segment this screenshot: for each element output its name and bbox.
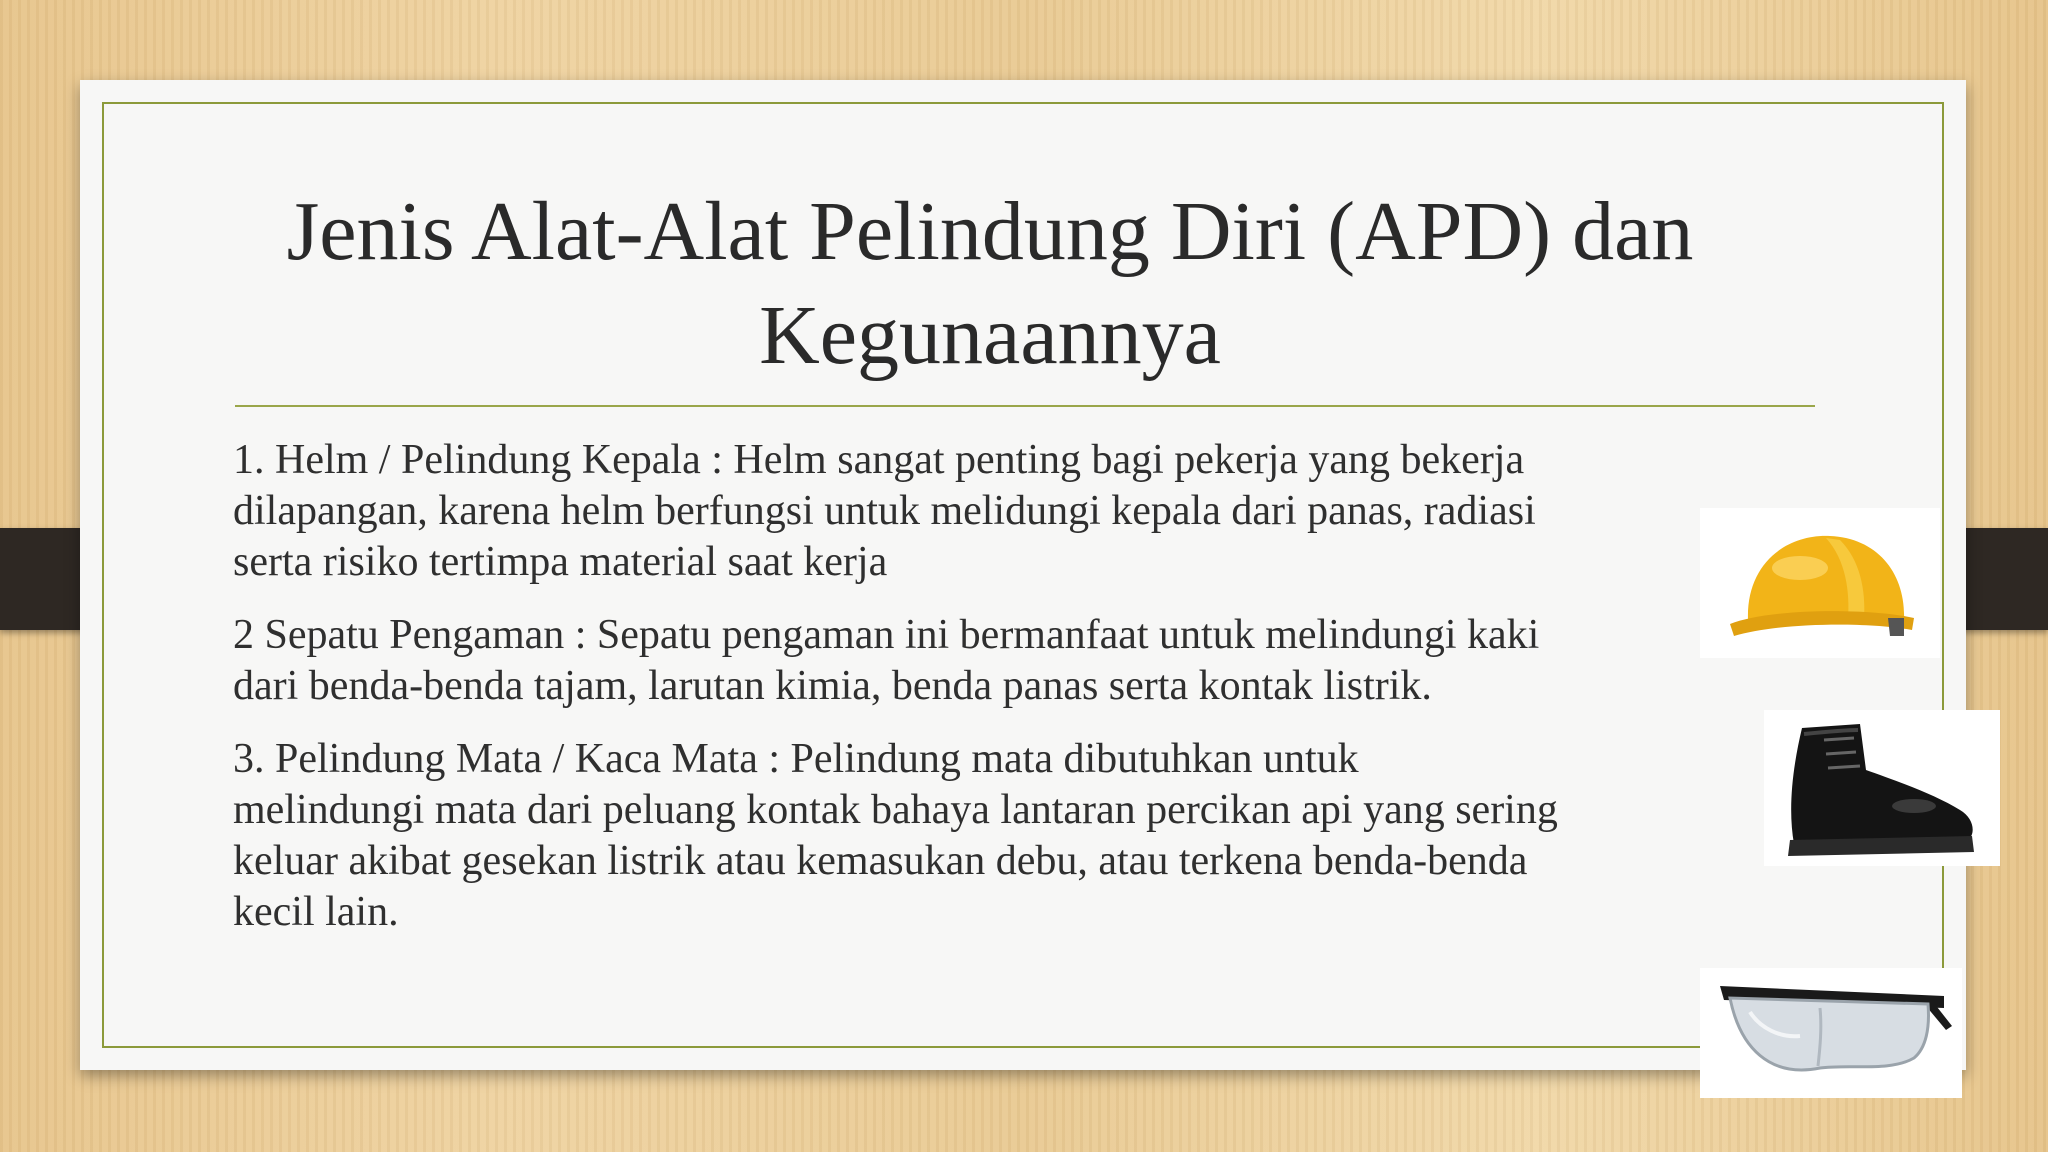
item-line: melindungi mata dari peluang kontak bahaya lantaran percikan api yang sering	[233, 787, 1558, 833]
title-line-1: Jenis Alat-Alat Pelindung Diri (APD) dan	[286, 185, 1694, 278]
item-line: serta risiko tertimpa material saat kerja	[233, 539, 888, 585]
safety-glasses-image	[1700, 968, 1962, 1098]
item-list	[233, 435, 1733, 960]
item-line: 2 Sepatu Pengaman : Sepatu pengaman ini bermanfaat untuk melindungi kaki	[233, 612, 1540, 658]
title-divider	[235, 405, 1815, 407]
boot-icon	[1764, 710, 2000, 866]
item-line: 1. Helm / Pelindung Kepala : Helm sangat penting bagi pekerja yang bekerja	[233, 437, 1525, 483]
item-line: dari benda-benda tajam, larutan kimia, benda panas serta kontak listrik.	[233, 663, 1432, 709]
item-eye-protection	[233, 734, 1733, 938]
title-line-2: Kegunaannya	[759, 289, 1221, 382]
slide-title	[240, 180, 1740, 388]
item-line: 3. Pelindung Mata / Kaca Mata : Pelindung mata dibutuhkan untuk	[233, 736, 1359, 782]
helmet-icon	[1700, 508, 1940, 658]
item-line: keluar akibat gesekan listrik atau kemasukan debu, atau terkena benda-benda	[233, 838, 1528, 884]
item-helmet	[233, 435, 1733, 588]
helmet-image	[1700, 508, 1940, 658]
slide-card	[80, 80, 1966, 1070]
item-line: kecil lain.	[233, 889, 399, 935]
item-safety-shoes	[233, 610, 1733, 712]
item-line: dilapangan, karena helm berfungsi untuk melidungi kepala dari panas, radiasi	[233, 488, 1536, 534]
safety-boot-image	[1764, 710, 2000, 866]
glasses-icon	[1700, 968, 1962, 1098]
